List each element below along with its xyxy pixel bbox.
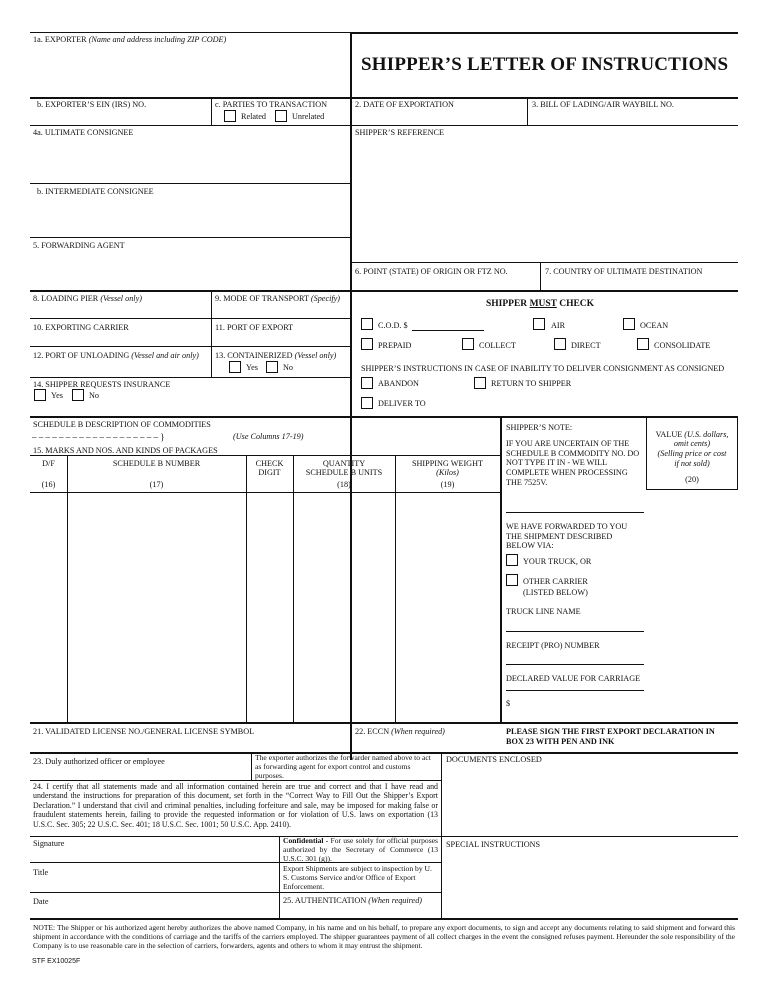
eccn-hint: (When required) (391, 727, 445, 736)
port-unloading-hint: (Vessel and air only) (131, 351, 199, 360)
other-carrier-label: OTHER CARRIER (523, 577, 588, 586)
description-dashes: – – – – – – – – – – – – – – – – – – – } (32, 432, 165, 442)
must-check-must: MUST (529, 299, 557, 309)
schedb-col-header: SCHEDULE B NUMBER (112, 459, 201, 468)
insurance-yes-checkbox[interactable] (34, 389, 46, 401)
loading-pier-hint: (Vessel only) (100, 294, 142, 303)
mode-hint: (Specify) (310, 294, 340, 303)
containerized-hint: (Vessel only) (294, 351, 337, 360)
value-col-number: (20) (685, 475, 699, 484)
mode-label: 9. MODE OF TRANSPORT (215, 294, 309, 303)
return-label: RETURN TO SHIPPER (491, 379, 572, 388)
value-l1: VALUE (655, 430, 683, 439)
must-check-post: CHECK (556, 299, 595, 309)
ocean-label: OCEAN (640, 321, 669, 330)
documents-enclosed-field[interactable]: DOCUMENTS ENCLOSED (446, 755, 542, 764)
ultimate-consignee-field[interactable]: 4a. ULTIMATE CONSIGNEE (33, 128, 134, 137)
authentication-hint: (When required) (368, 896, 423, 905)
weight-column-input[interactable] (396, 493, 500, 722)
schedule-b-description-label: SCHEDULE B DESCRIPTION OF COMMODITIES (33, 420, 211, 429)
use-columns-hint: (Use Columns 17-19) (233, 432, 304, 441)
df-col-header: D/F (42, 459, 55, 468)
confidential-bold: Confidential - (283, 836, 329, 845)
license-field[interactable]: 21. VALIDATED LICENSE NO./GENERAL LICENSE SYMBOL (33, 727, 255, 736)
return-checkbox[interactable] (474, 377, 486, 389)
insurance-yes-label: Yes (51, 391, 63, 400)
date-of-exportation-field[interactable]: 2. DATE OF EXPORTATION (355, 100, 454, 109)
loading-pier-label: 8. LOADING PIER (33, 294, 99, 303)
signature-field[interactable]: Signature (33, 839, 65, 848)
containerized-no-label: No (283, 363, 294, 372)
air-checkbox[interactable] (533, 318, 545, 330)
air-label: AIR (551, 321, 566, 330)
authentication-field[interactable] (280, 894, 425, 907)
officer-field[interactable]: 23. Duly authorized officer or employee (33, 757, 165, 766)
country-destination-field[interactable]: 7. COUNTRY OF ULTIMATE DESTINATION (545, 267, 703, 276)
date-field[interactable]: Date (33, 897, 49, 906)
qty-col-header: QUANTITY (322, 459, 366, 468)
consolidate-label: CONSOLIDATE (654, 341, 711, 350)
df-col-number: (16) (41, 480, 56, 489)
forwarding-agent-field[interactable]: 5. FORWARDING AGENT (33, 241, 125, 250)
containerized-no-checkbox[interactable] (266, 361, 278, 373)
parties-label: c. PARTIES TO TRANSACTION (215, 100, 328, 109)
declared-value-label[interactable]: DECLARED VALUE FOR CARRIAGE (506, 674, 641, 683)
footnote: NOTE: The Shipper or his authorized agent hereby authorizes the above named Company, in his name and on his behalf, to prepare any export documents, to sign and accept any documents relating to said shipment and forward this shipment in accordance with the conditions of carriage and the tariffs of the carriers employed. The shipper guarantees payment of all collect charges in the event the consigned refuses payment. Hereunder the sole responsibility of the Company is to use reasonable care in the selection of carriers, forwarders, agents and others to whom it may entrust the shipment. (33, 923, 735, 951)
confidential-text: For use solely for official purposes authorized by the Secretary of Commerce (13 U.S.C. 301 (g)). (283, 836, 438, 864)
certification-text: 24. I certify that all statements made and all information contained herein are true and correct and that I have read and understand the instructions for preparation of this document, set forth in the “Correct Way to Fill Out the Shipper’s Export Declaration.” I understand that civil and criminal penalties, including forfeiture and sale, may be imposed for making false or fraudulent statements herein, failing to provide the requested information or for violation of U.S. laws on exportation (13 U.S.C. Sec. 305; 22 U.S.C. Sec. 401; 18 U.S.C. Sec. 1001; 50 U.S.C. App. 2410). (33, 782, 438, 829)
inspection-notice: Export Shipments are subject to inspection by U. S. Customs Service and/or Office of Export Enforcement. (283, 864, 432, 892)
marks-label: 15. MARKS AND NOS. AND KINDS OF PACKAGES (33, 446, 218, 455)
cod-label: C.O.D. $ (378, 321, 408, 330)
value-l2: omit cents) (673, 439, 711, 448)
your-truck-label: YOUR TRUCK, OR (523, 557, 592, 566)
schedb-column-input[interactable] (68, 493, 246, 722)
unrelated-checkbox[interactable] (275, 110, 287, 122)
direct-checkbox[interactable] (554, 338, 566, 350)
related-checkbox[interactable] (224, 110, 236, 122)
forwarded-text: WE HAVE FORWARDED TO YOU THE SHIPMENT DESCRIBED BELOW VIA: (506, 522, 628, 551)
collect-checkbox[interactable] (462, 338, 474, 350)
form-title: SHIPPER’S LETTER OF INSTRUCTIONS (361, 54, 729, 75)
direct-label: DIRECT (571, 341, 601, 350)
exporter-ein-field[interactable]: b. EXPORTER’S EIN (IRS) NO. (37, 100, 147, 109)
cod-checkbox[interactable] (361, 318, 373, 330)
qty-units-header: SCHEDULE B UNITS (305, 468, 383, 477)
weight-col-header: SHIPPING WEIGHT (411, 459, 484, 468)
value-column-input[interactable] (647, 490, 737, 722)
port-unloading-label: 12. PORT OF UNLOADING (33, 351, 130, 360)
check-col-header: CHECK (255, 459, 284, 468)
must-check-pre: SHIPPER (486, 299, 530, 309)
unrelated-label: Unrelated (292, 112, 325, 121)
value-l4: if not sold) (674, 459, 710, 468)
insurance-label: 14. SHIPPER REQUESTS INSURANCE (33, 380, 171, 389)
authorization-text: The exporter authorizes the forwarder named above to act as forwarding agent for export control and customs purposes. (255, 753, 431, 781)
prepaid-label: PREPAID (378, 341, 412, 350)
value-l3: (Selling price or cost (657, 449, 727, 458)
abandon-label: ABANDON (378, 379, 419, 388)
consolidate-checkbox[interactable] (637, 338, 649, 350)
mode-of-transport-field[interactable] (212, 292, 343, 305)
exporting-carrier-field[interactable]: 10. EXPORTING CARRIER (33, 323, 129, 332)
confidential-notice (280, 834, 441, 865)
insurance-no-label: No (89, 391, 100, 400)
weight-col-number: (19) (440, 480, 455, 489)
your-truck-checkbox[interactable] (506, 554, 518, 566)
schedb-col-number: (17) (149, 480, 164, 489)
qty-col-number: (18) (337, 480, 351, 489)
form-id: STF EX10025F (32, 958, 81, 965)
abandon-checkbox[interactable] (361, 377, 373, 389)
truck-line-label[interactable]: TRUCK LINE NAME (506, 607, 581, 616)
deliver-to-label: DELIVER TO (378, 399, 426, 408)
ocean-checkbox[interactable] (623, 318, 635, 330)
loading-pier-field[interactable] (30, 292, 145, 305)
containerized-yes-label: Yes (246, 363, 258, 372)
value-l1b: (U.S. dollars, (684, 430, 729, 439)
related-label: Related (241, 112, 267, 121)
digit-col-header: DIGIT (258, 468, 281, 477)
inability-instructions: SHIPPER’S INSTRUCTIONS IN CASE OF INABILITY TO DELIVER CONSIGNMENT AS CONSIGNED (361, 364, 725, 373)
deliver-to-checkbox[interactable] (361, 397, 373, 409)
eccn-label: 22. ECCN (355, 727, 390, 736)
authentication-label: 25. AUTHENTICATION (283, 896, 367, 905)
collect-label: COLLECT (479, 341, 516, 350)
containerized-text: 13. CONTAINERIZED (215, 351, 293, 360)
df-column-input[interactable] (30, 493, 67, 722)
exporter-field[interactable] (30, 33, 229, 46)
insurance-no-checkbox[interactable] (72, 389, 84, 401)
exporter-hint: (Name and address including ZIP CODE) (88, 35, 227, 44)
please-sign-notice: PLEASE SIGN THE FIRST EXPORT DECLARATION IN BOX 23 WITH PEN AND INK (506, 727, 715, 747)
dollar-sign: $ (506, 699, 511, 708)
eccn-field[interactable] (352, 725, 448, 738)
special-instructions-field[interactable]: SPECIAL INSTRUCTIONS (446, 840, 541, 849)
shipper-must-check (486, 300, 594, 310)
bill-of-lading-field[interactable]: 3. BILL OF LADING/AIR WAYBILL NO. (532, 100, 674, 109)
quantity-column-input[interactable] (294, 493, 395, 722)
shipper-note-text: IF YOU ARE UNCERTAIN OF THE SCHEDULE B COMMODITY NO. DO NOT TYPE IT IN - WE WILL COMPLETE WHEN PROCESSING THE 7525V. (506, 439, 640, 487)
prepaid-checkbox[interactable] (361, 338, 373, 350)
containerized-yes-checkbox[interactable] (229, 361, 241, 373)
title-field[interactable]: Title (33, 868, 49, 877)
check-digit-column-input[interactable] (247, 493, 293, 722)
other-carrier-checkbox[interactable] (506, 574, 518, 586)
exporter-label: 1a. EXPORTER (33, 35, 87, 44)
shipper-note-label: SHIPPER’S NOTE: (506, 423, 573, 432)
weight-kilos: (Kilos) (436, 468, 459, 477)
receipt-number-label[interactable]: RECEIPT (PRO) NUMBER (506, 641, 600, 650)
port-of-export-field[interactable]: 11. PORT OF EXPORT (215, 323, 294, 332)
port-of-unloading-field[interactable] (30, 349, 202, 362)
intermediate-consignee-field[interactable]: b. INTERMEDIATE CONSIGNEE (37, 187, 154, 196)
point-of-origin-field[interactable]: 6. POINT (STATE) OF ORIGIN OR FTZ NO. (355, 267, 508, 276)
shipper-reference-field[interactable]: SHIPPER’S REFERENCE (355, 128, 444, 137)
listed-below-label: (LISTED BELOW) (523, 588, 588, 597)
